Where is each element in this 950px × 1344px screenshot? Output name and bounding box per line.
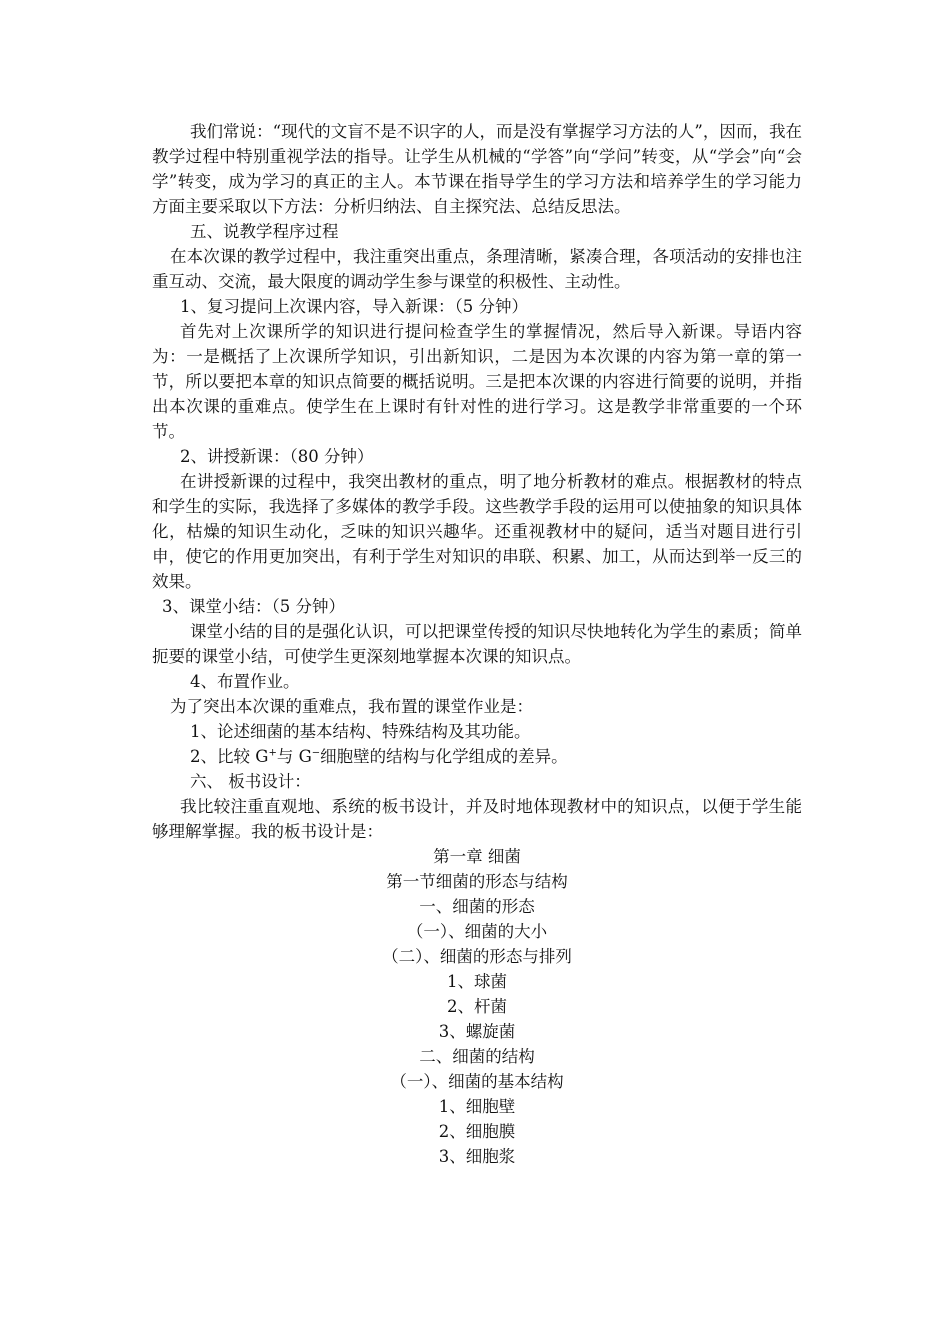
board-line: 第一节细菌的形态与结构: [386, 872, 568, 891]
board-line: 3、细胞浆: [438, 1147, 516, 1166]
paragraph-summary: 课堂小结的目的是强化认识，可以把课堂传授的知识尽快地转化为学生的素质；简单扼要的课堂小结，可使学生更深刻地掌握本次课的知识点。: [152, 622, 802, 666]
step-summary: 3、课堂小结：（5 分钟）: [162, 597, 345, 616]
gram-positive-sign: +: [268, 747, 277, 759]
paragraph-new-lesson: 在讲授新课的过程中，我突出教材的重点，明了地分析教材的难点。根据教材的特点和学生的实际，我选择了多媒体的教学手段。这些教学手段的运用可以使抽象的知识具体化，枯燥的知识生动化，乏味的知识兴趣华。还重视教材中的疑问，适当对题目进行引申，使它的作用更加突出，有利于学生对知识的串联、积累、加工，从而达到举一反三的效果。: [152, 472, 802, 591]
homework-item-1: 1、论述细菌的基本结构、特殊结构及其功能。: [190, 722, 531, 741]
board-line: 1、球菌: [447, 972, 507, 991]
homework-item-2-part-c: 细胞壁的结构与化学组成的差异。: [320, 747, 568, 766]
step-homework: 4、布置作业。: [190, 672, 300, 691]
board-line: （一）、细菌的大小: [406, 922, 548, 941]
board-line: 2、细胞膜: [438, 1122, 516, 1141]
step-review: 1、复习提问上次课内容，导入新课：（5 分钟）: [180, 297, 528, 316]
heading-board-design: 六、 板书设计：: [190, 772, 311, 791]
paragraph-review: 首先对上次课所学的知识进行提问检查学生的掌握情况，然后导入新课。导语内容为：一是概括了上次课所学知识，引出新知识，二是因为本次课的内容为第一章的第一节，所以要把本章的知识点简要的概括说明。三是把本次课的内容进行简要的说明，并指出本次课的重难点。使学生在上课时有针对性的进行学习。这是教学非常重要的一个环节。: [152, 322, 802, 441]
homework-item-2-part-a: 2、比较 G: [190, 747, 269, 766]
paragraph-board-design: 我比较注重直观地、系统的板书设计，并及时地体现教材中的知识点，以便于学生能够理解掌握。我的板书设计是：: [152, 797, 802, 841]
board-line: 二、细菌的结构: [419, 1047, 535, 1066]
board-line: 3、螺旋菌: [438, 1022, 516, 1041]
paragraph-procedure-intro: 在本次课的教学过程中，我注重突出重点，条理清晰，紧凑合理，各项活动的安排也注重互动、交流，最大限度的调动学生参与课堂的积极性、主动性。: [152, 247, 802, 291]
paragraph-homework-intro: 为了突出本次课的重难点，我布置的课堂作业是：: [170, 697, 533, 716]
board-line: 一、细菌的形态: [419, 897, 535, 916]
gram-negative-sign: −: [311, 747, 321, 759]
homework-item-2: [152, 744, 802, 769]
paragraph-learning-methods: 我们常说：“现代的文盲不是不识字的人，而是没有掌握学习方法的人”，因而，我在教学过程中特别重视学法的指导。让学生从机械的“学答”向“学问”转变，从“学会”向“会学”转变，成为学习的真正的主人。本节课在指导学生的学习方法和培养学生的学习能力方面主要采取以下方法：分析归纳法、自主探究法、总结反思法。: [152, 122, 802, 216]
board-line: 1、细胞壁: [438, 1097, 516, 1116]
board-line: 第一章 细菌: [433, 847, 521, 866]
heading-teaching-procedure: 五、说教学程序过程: [190, 222, 339, 241]
homework-item-2-part-b: 与 G: [276, 747, 312, 766]
board-outline: [152, 844, 802, 1169]
board-line: （一）、细菌的基本结构: [390, 1072, 564, 1091]
board-line: 2、杆菌: [447, 997, 507, 1016]
step-new-lesson: 2、讲授新课：（80 分钟）: [180, 447, 374, 466]
document-page: [152, 119, 802, 1169]
board-line: （二）、细菌的形态与排列: [382, 947, 572, 966]
